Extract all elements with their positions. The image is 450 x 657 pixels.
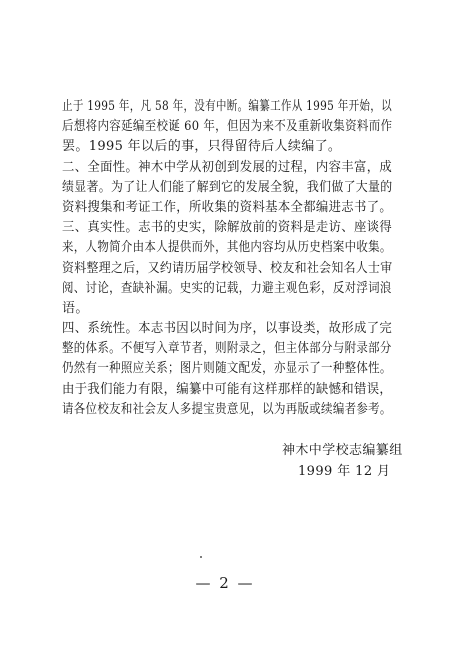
text-line: 语。: [62, 300, 89, 316]
paragraph-5: [62, 380, 392, 420]
page-number: — 2 —: [195, 574, 255, 592]
paragraph-4: [62, 319, 392, 380]
signature-organization: 神木中学校志编纂组: [282, 443, 403, 458]
text-line: 二、全面性。神木中学从初创到发展的过程，内容丰富，成: [62, 159, 393, 175]
text-line: 罢。1995 年以后的事，只得留待后人续编了。: [62, 139, 342, 155]
text-line: 阅、讨论，查缺补漏。史实的记载，力避主观色彩，反对浮词浪: [62, 280, 392, 296]
text-line: 四、系统性。本志书因以时间为序，以事设类，故形成了完: [62, 321, 393, 337]
text-line: 请各位校友和社会友人多提宝贵意见，以为再版或续编者参考。: [62, 401, 392, 417]
text-line: 后想将内容延编至校诞 60 年，但因为来不及重新收集资料而作: [62, 119, 393, 135]
text-line: 止于 1995 年，凡 58 年，没有中断。编纂工作从 1995 年开始，以: [62, 99, 392, 114]
text-line: 整的体系。不便写入章节者，则附录之，但主体部分与附录部分: [62, 341, 392, 357]
text-line: 仍然有一种照应关系；图片则随文配发，亦显示了一种整体性。: [62, 361, 392, 377]
text-line: 绩显著。为了让人们能了解到它的发展全貌，我们做了大量的: [62, 179, 393, 195]
paragraph-1: [62, 97, 392, 158]
signature-block: [272, 440, 412, 482]
text-line: 资料整理之后，又约请历届学校领导、校友和社会知名人士审: [62, 260, 393, 276]
text-line: 三、真实性。志书的史实，除解放前的资料是走访、座谈得: [62, 220, 393, 236]
text-line: 由于我们能力有限，编纂中可能有这样那样的缺憾和错误，: [62, 381, 393, 397]
signature-date: 1999 年 12 月: [298, 464, 391, 479]
body-text: [62, 97, 392, 420]
paragraph-2: [62, 158, 392, 219]
scan-speck: [200, 556, 202, 558]
scan-speck: [258, 358, 260, 360]
paragraph-3: [62, 218, 392, 319]
text-line: 来，人物简介由本人提供而外，其他内容均从历史档案中收集。: [62, 240, 392, 256]
text-line: 资料搜集和考证工作，所收集的资料基本全都编进志书了。: [62, 199, 393, 215]
